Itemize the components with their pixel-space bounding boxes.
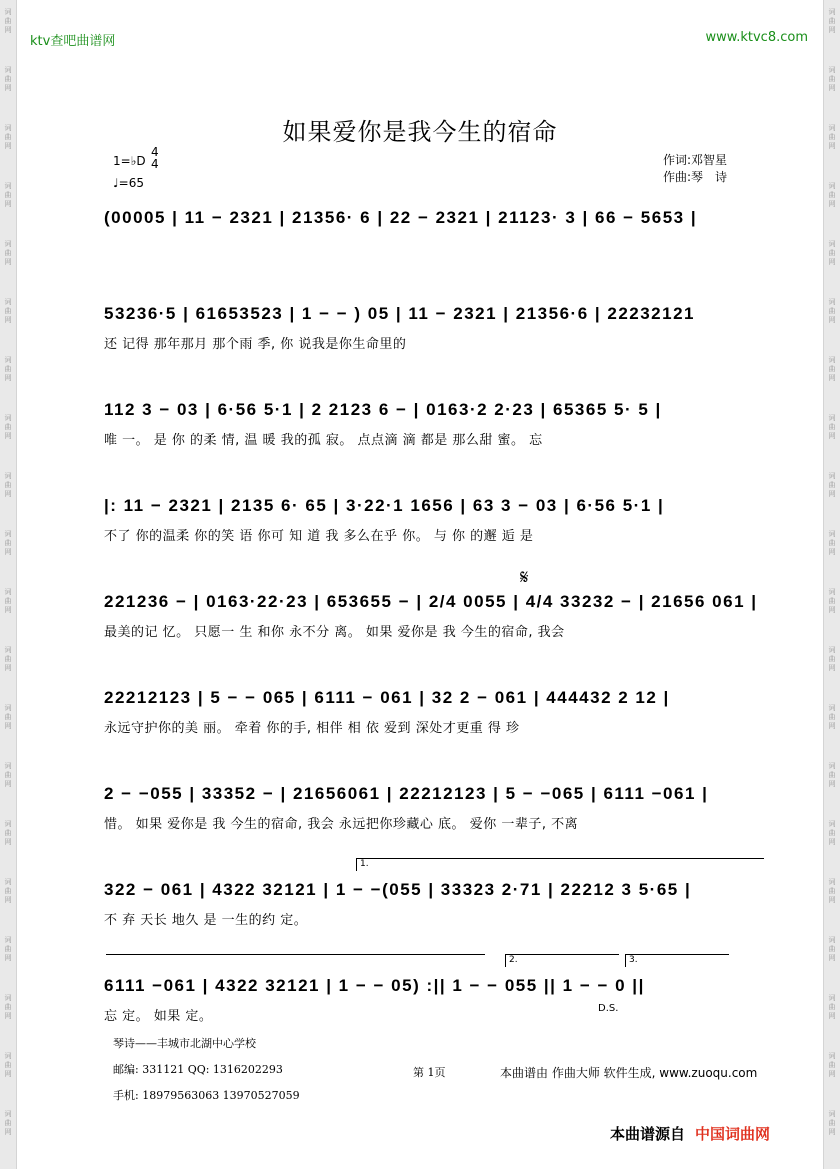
watermark-glyphs: 词曲网 (828, 646, 836, 672)
watermark-glyphs: 词曲网 (828, 66, 836, 92)
time-top: 4 (151, 145, 159, 159)
watermark-glyphs: 词曲网 (4, 820, 12, 846)
stave-notes: 221236 − | 0163·22·23 | 653655 − | 2/4 0055 | 4/4 33232 − | 21656 061 | (104, 592, 758, 611)
watermark-glyphs: 词曲网 (4, 414, 12, 440)
stave-lyrics: 永远守护你的美 丽。 牵着 你的手, 相伴 相 依 爱到 深处才更重 得 珍 (104, 721, 520, 736)
watermark-glyphs: 词曲网 (828, 588, 836, 614)
stave-lyrics: 惜。 如果 爱你是 我 今生的宿命, 我会 永远把你珍藏心 底。 爱你 一辈子, 不离 (104, 817, 579, 832)
stave-notes: 322 − 061 | 4322 32121 | 1 − −(055 | 33323 2·71 | 22212 3 5·65 | (104, 880, 692, 899)
ds-marking: D.S. (598, 1003, 619, 1014)
stave-4 (104, 488, 764, 578)
stave-lyrics: 不 弃 天长 地久 是 一生的约 定。 (104, 913, 308, 928)
watermark-glyphs: 词曲网 (4, 1110, 12, 1136)
watermark-glyphs: 词曲网 (4, 240, 12, 266)
watermark-glyphs: 词曲网 (4, 472, 12, 498)
stave-notes: 6111 −061 | 4322 32121 | 1 − − 05) :|| 1 − − 055 || 1 − − 0 || (104, 976, 645, 995)
stave-6 (104, 680, 764, 770)
segno-sign: 𝄋 (520, 565, 529, 589)
watermark-glyphs: 词曲网 (4, 994, 12, 1020)
author-info (113, 1031, 300, 1109)
composer: 作曲:琴 诗 (663, 170, 728, 184)
watermark-glyphs: 词曲网 (828, 1110, 836, 1136)
song-title: 如果爱你是我今生的宿命 (282, 118, 558, 146)
watermark-glyphs: 词曲网 (828, 356, 836, 382)
watermark-glyphs: 词曲网 (4, 646, 12, 672)
watermark-glyphs: 词曲网 (4, 704, 12, 730)
stave-3 (104, 392, 764, 482)
author-line: 琴诗——丰城市北湖中心学校 (113, 1037, 256, 1050)
watermark-glyphs: 词曲网 (4, 8, 12, 34)
phone-line: 手机: 18979563063 13970527059 (113, 1089, 300, 1102)
watermark-glyphs: 词曲网 (828, 298, 836, 324)
watermark-glyphs: 词曲网 (828, 414, 836, 440)
stave-notes: 112 3 − 03 | 6·56 5·1 | 2 2123 6 − | 0163·2 2·23 | 65365 5· 5 | (104, 400, 662, 419)
watermark-glyphs: 词曲网 (4, 1052, 12, 1078)
right-watermark-strip (823, 0, 840, 1169)
left-watermark-strip (0, 0, 17, 1169)
watermark-glyphs: 词曲网 (828, 530, 836, 556)
stave-notes: 2 − −055 | 33352 − | 21656061 | 22212123 | 5 − −065 | 6111 −061 | (104, 784, 709, 803)
stave-2 (104, 296, 764, 386)
page-number: 第 1页 (413, 1066, 446, 1079)
watermark-glyphs: 词曲网 (4, 124, 12, 150)
watermark-glyphs: 词曲网 (828, 762, 836, 788)
watermark-glyphs: 词曲网 (828, 240, 836, 266)
stave-lyrics: 最美的记 忆。 只愿一 生 和你 永不分 离。 如果 爱你是 我 今生的宿命, 我会 (104, 625, 565, 640)
watermark-glyphs: 词曲网 (828, 182, 836, 208)
header-right-site[interactable]: www.ktvc8.com (705, 30, 808, 45)
source-credit (610, 1123, 770, 1144)
volta-1-continuation (106, 954, 485, 967)
stave-7 (104, 776, 764, 866)
credits (663, 152, 727, 186)
generator-note: 本曲谱由 作曲大师 软件生成, www.zuoqu.com (500, 1066, 758, 1080)
watermark-glyphs: 词曲网 (4, 298, 12, 324)
time-bottom: 4 (151, 157, 159, 171)
tempo-marking: ♩=65 (113, 176, 144, 190)
watermark-glyphs: 词曲网 (4, 762, 12, 788)
watermark-glyphs: 词曲网 (4, 66, 12, 92)
stave-notes: 53236·5 | 61653523 | 1 − − ) 05 | 11 − 2321 | 21356·6 | 22232121 (104, 304, 696, 323)
key-signature (113, 145, 173, 190)
source-prefix: 本曲谱源自 (610, 1125, 686, 1143)
volta-2: 2. (505, 954, 619, 967)
watermark-glyphs: 词曲网 (4, 530, 12, 556)
stave-lyrics: 唯 一。 是 你 的柔 情, 温 暖 我的孤 寂。 点点滴 滴 都是 那么甜 蜜。 忘 (104, 433, 543, 448)
watermark-glyphs: 词曲网 (828, 994, 836, 1020)
stave-lyrics: 不了 你的温柔 你的笑 语 你可 知 道 我 多么在乎 你。 与 你 的邂 逅 是 (104, 529, 534, 544)
key-label: 1=♭D (113, 154, 146, 168)
header-left-site[interactable]: ktv查吧曲谱网 (30, 34, 116, 49)
watermark-glyphs: 词曲网 (828, 704, 836, 730)
postcode-line: 邮编: 331121 QQ: 1316202293 (113, 1063, 283, 1076)
time-signature (151, 146, 159, 170)
watermark-glyphs: 词曲网 (828, 8, 836, 34)
stave-notes: |: 11 − 2321 | 2135 6· 65 | 3·22·1 1656 | 63 3 − 03 | 6·56 5·1 | (104, 496, 665, 515)
stave-8 (104, 872, 764, 962)
watermark-glyphs: 词曲网 (4, 588, 12, 614)
watermark-glyphs: 词曲网 (828, 1052, 836, 1078)
stave-notes: 22212123 | 5 − − 065 | 6111 − 061 | 32 2 − 061 | 444432 2 12 | (104, 688, 670, 707)
watermark-glyphs: 词曲网 (4, 356, 12, 382)
stave-lyrics: 忘 定。 如果 定。 (104, 1009, 213, 1024)
stave-5 (104, 584, 764, 674)
stave-lyrics: 还 记得 那年那月 那个雨 季, 你 说我是你生命里的 (104, 337, 407, 352)
source-site-link[interactable]: 中国词曲网 (695, 1125, 771, 1143)
watermark-glyphs: 词曲网 (828, 878, 836, 904)
volta-1: 1. (356, 858, 764, 871)
watermark-glyphs: 词曲网 (828, 472, 836, 498)
watermark-glyphs: 词曲网 (4, 182, 12, 208)
watermark-glyphs: 词曲网 (828, 936, 836, 962)
watermark-glyphs: 词曲网 (828, 820, 836, 846)
stave-1 (104, 200, 764, 290)
watermark-glyphs: 词曲网 (4, 936, 12, 962)
lyricist: 作词:邓智星 (663, 153, 728, 167)
stave-notes: (00005 | 11 − 2321 | 21356· 6 | 22 − 2321 | 21123· 3 | 66 − 5653 | (104, 208, 698, 227)
watermark-glyphs: 词曲网 (828, 124, 836, 150)
volta-3: 3. (625, 954, 729, 967)
watermark-glyphs: 词曲网 (4, 878, 12, 904)
